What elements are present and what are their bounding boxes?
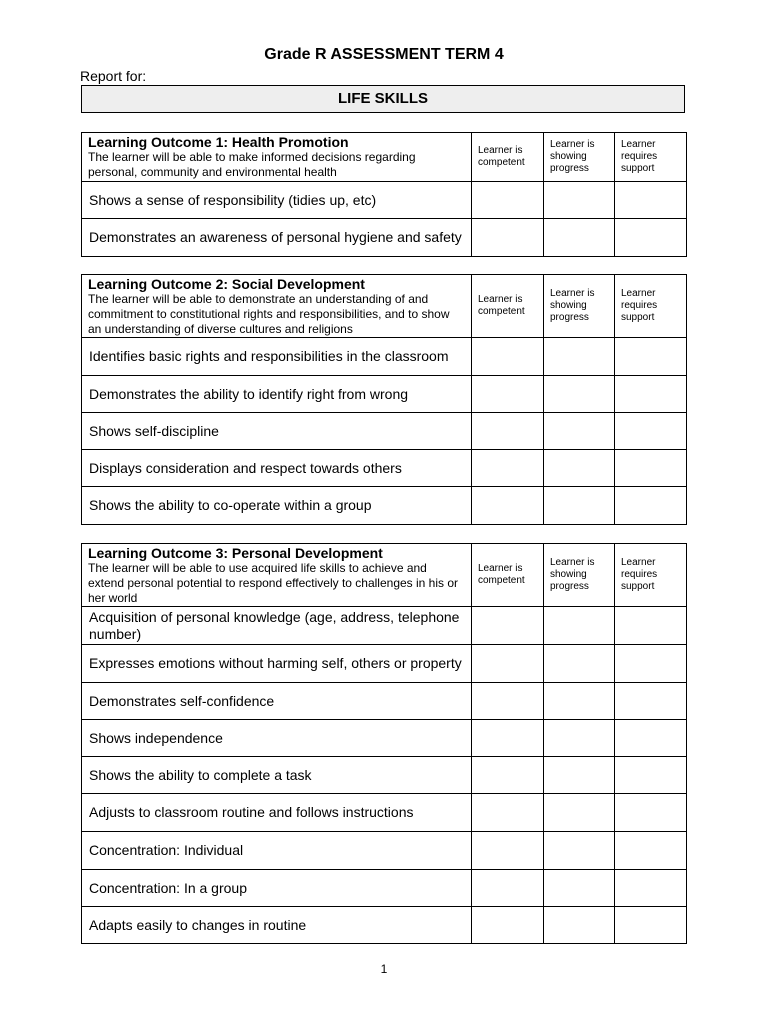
mark-cell-competent[interactable] <box>472 487 544 525</box>
mark-cell-progress[interactable] <box>544 794 615 832</box>
table-row <box>82 720 687 757</box>
table-row <box>82 757 687 794</box>
report-for-label: Report for: <box>80 68 147 84</box>
skill-item: Expresses emotions without harming self, others or property <box>82 645 472 683</box>
table-row <box>82 683 687 720</box>
skill-item: Displays consideration and respect towards others <box>82 450 472 487</box>
outcome-description-cell <box>82 544 472 607</box>
col-header-progress: Learner is showing progress <box>544 275 615 338</box>
skill-item: Demonstrates self-confidence <box>82 683 472 720</box>
skill-item: Demonstrates an awareness of personal hygiene and safety <box>82 219 472 257</box>
mark-cell-competent[interactable] <box>472 757 544 794</box>
mark-cell-competent[interactable] <box>472 338 544 376</box>
mark-cell-progress[interactable] <box>544 907 615 944</box>
mark-cell-support[interactable] <box>615 907 687 944</box>
outcome-header-row <box>82 544 687 607</box>
col-header-competent: Learner is competent <box>472 275 544 338</box>
col-header-progress: Learner is showing progress <box>544 133 615 182</box>
col-header-support: Learner requires support <box>615 133 687 182</box>
mark-cell-progress[interactable] <box>544 182 615 219</box>
mark-cell-support[interactable] <box>615 794 687 832</box>
table-row <box>82 487 687 525</box>
outcome-description-cell <box>82 275 472 338</box>
outcome-title: Learning Outcome 3: Personal Development <box>88 545 383 561</box>
skill-item: Shows self-discipline <box>82 413 472 450</box>
page-title: Grade R ASSESSMENT TERM 4 <box>264 46 504 63</box>
subject-heading: LIFE SKILLS <box>81 85 685 113</box>
mark-cell-support[interactable] <box>615 450 687 487</box>
table-row <box>82 907 687 944</box>
skill-item: Demonstrates the ability to identify right from wrong <box>82 376 472 413</box>
mark-cell-support[interactable] <box>615 413 687 450</box>
mark-cell-competent[interactable] <box>472 832 544 870</box>
page-number: 1 <box>380 962 388 976</box>
skill-item: Concentration: Individual <box>82 832 472 870</box>
mark-cell-progress[interactable] <box>544 607 615 645</box>
outcome-header-row <box>82 133 687 182</box>
mark-cell-support[interactable] <box>615 487 687 525</box>
mark-cell-support[interactable] <box>615 720 687 757</box>
skill-item: Adjusts to classroom routine and follows instructions <box>82 794 472 832</box>
mark-cell-support[interactable] <box>615 607 687 645</box>
mark-cell-support[interactable] <box>615 870 687 907</box>
table-row <box>82 450 687 487</box>
table-row <box>82 338 687 376</box>
outcome-2-table <box>81 274 687 525</box>
mark-cell-progress[interactable] <box>544 683 615 720</box>
mark-cell-support[interactable] <box>615 757 687 794</box>
skill-item: Shows independence <box>82 720 472 757</box>
mark-cell-support[interactable] <box>615 832 687 870</box>
mark-cell-progress[interactable] <box>544 645 615 683</box>
outcome-title: Learning Outcome 1: Health Promotion <box>88 134 349 150</box>
table-row <box>82 413 687 450</box>
mark-cell-progress[interactable] <box>544 450 615 487</box>
outcome-description: The learner will be able to use acquired life skills to achieve and extend personal potential to respond effectively to challenges in his or her world <box>88 561 459 605</box>
mark-cell-competent[interactable] <box>472 683 544 720</box>
col-header-support: Learner requires support <box>615 544 687 607</box>
mark-cell-progress[interactable] <box>544 757 615 794</box>
table-row <box>82 182 687 219</box>
mark-cell-competent[interactable] <box>472 907 544 944</box>
table-row <box>82 645 687 683</box>
skill-item: Shows the ability to co-operate within a group <box>82 487 472 525</box>
outcome-description: The learner will be able to demonstrate an understanding of and commitment to constitutional rights and responsibilities, and to show an understanding of diverse cultures and religions <box>88 292 450 336</box>
mark-cell-progress[interactable] <box>544 338 615 376</box>
skill-item: Acquisition of personal knowledge (age, address, telephone number) <box>82 607 472 645</box>
mark-cell-competent[interactable] <box>472 645 544 683</box>
outcome-description-cell <box>82 133 472 182</box>
table-row <box>82 376 687 413</box>
mark-cell-progress[interactable] <box>544 720 615 757</box>
col-header-competent: Learner is competent <box>472 133 544 182</box>
col-header-competent: Learner is competent <box>472 544 544 607</box>
mark-cell-progress[interactable] <box>544 870 615 907</box>
skill-item: Identifies basic rights and responsibilities in the classroom <box>82 338 472 376</box>
skill-item: Shows a sense of responsibility (tidies up, etc) <box>82 182 472 219</box>
mark-cell-progress[interactable] <box>544 832 615 870</box>
col-header-support: Learner requires support <box>615 275 687 338</box>
mark-cell-competent[interactable] <box>472 607 544 645</box>
mark-cell-competent[interactable] <box>472 219 544 257</box>
table-row <box>82 607 687 645</box>
table-row <box>82 870 687 907</box>
outcome-header-row <box>82 275 687 338</box>
col-header-progress: Learner is showing progress <box>544 544 615 607</box>
mark-cell-progress[interactable] <box>544 219 615 257</box>
outcome-1-table <box>81 132 687 257</box>
mark-cell-support[interactable] <box>615 338 687 376</box>
outcome-3-table <box>81 543 687 944</box>
outcome-title: Learning Outcome 2: Social Development <box>88 276 365 292</box>
mark-cell-progress[interactable] <box>544 376 615 413</box>
mark-cell-support[interactable] <box>615 683 687 720</box>
table-row <box>82 219 687 257</box>
mark-cell-competent[interactable] <box>472 870 544 907</box>
mark-cell-competent[interactable] <box>472 413 544 450</box>
mark-cell-competent[interactable] <box>472 182 544 219</box>
mark-cell-progress[interactable] <box>544 487 615 525</box>
mark-cell-support[interactable] <box>615 219 687 257</box>
outcome-description: The learner will be able to make informed decisions regarding personal, community and environmental health <box>88 150 416 179</box>
table-row <box>82 832 687 870</box>
table-row <box>82 794 687 832</box>
skill-item: Concentration: In a group <box>82 870 472 907</box>
mark-cell-support[interactable] <box>615 182 687 219</box>
mark-cell-competent[interactable] <box>472 794 544 832</box>
skill-item: Adapts easily to changes in routine <box>82 907 472 944</box>
skill-item: Shows the ability to complete a task <box>82 757 472 794</box>
mark-cell-support[interactable] <box>615 376 687 413</box>
mark-cell-competent[interactable] <box>472 376 544 413</box>
mark-cell-competent[interactable] <box>472 720 544 757</box>
mark-cell-competent[interactable] <box>472 450 544 487</box>
mark-cell-progress[interactable] <box>544 413 615 450</box>
mark-cell-support[interactable] <box>615 645 687 683</box>
